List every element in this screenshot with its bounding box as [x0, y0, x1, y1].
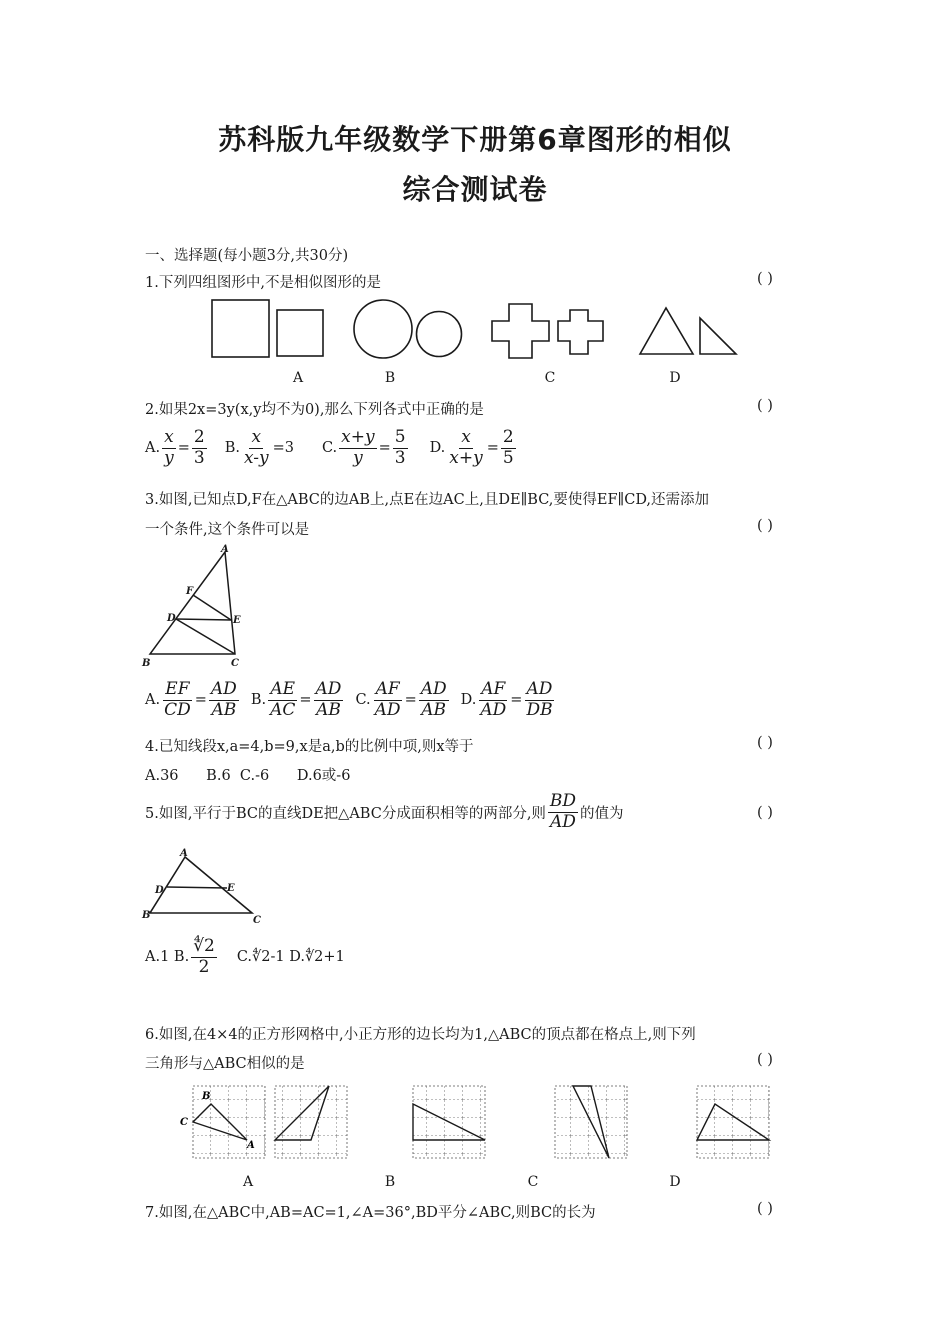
- question-2-text: 2.如果2x=3y(x,y均不为0),那么下列各式中正确的是: [145, 402, 484, 418]
- q2-c-rden: 3: [394, 447, 406, 468]
- q3-b-eq: =: [299, 692, 312, 709]
- q2-options: [145, 428, 518, 468]
- q3-d1-den: AD: [480, 699, 507, 720]
- q2-a-rnum: 2: [193, 427, 205, 447]
- q5-option-a-b-prefix: A.1 B.: [145, 949, 190, 966]
- q2-a-eq: =: [177, 440, 190, 457]
- q2-d-frac-left: [447, 428, 484, 468]
- q2-option-b-prefix: B.: [224, 440, 240, 457]
- q2-c-eq: =: [378, 440, 391, 457]
- q3-option-d-prefix: D.: [460, 692, 477, 709]
- q2-option-c-prefix: C.: [321, 440, 338, 457]
- q2-d-frac-right: [501, 428, 516, 468]
- q5-options: [145, 937, 345, 977]
- answer-paren-7: ( ): [757, 1201, 773, 1217]
- q2-d-rden: 5: [502, 447, 514, 468]
- q2-b-den: x-y: [243, 447, 269, 468]
- q2-d-eq: =: [486, 440, 499, 457]
- q2-option-a-prefix: A.: [145, 440, 161, 457]
- document-title: 苏科版九年级数学下册第6章图形的相似: [218, 123, 732, 156]
- section-heading: 一、选择题(每小题3分,共30分): [145, 248, 349, 264]
- q2-c-num: x+y: [341, 427, 375, 447]
- q3-point-b: B: [142, 658, 151, 669]
- q3-point-f: F: [186, 586, 194, 597]
- q2-c-den: y: [353, 447, 363, 468]
- question-5-figure: [140, 845, 270, 927]
- q5-text-pre: 5.如图,平行于BC的直线DE把△ABC分成面积相等的两部分,则: [145, 805, 546, 822]
- question-3-line1: 3.如图,已知点D,F在△ABC的边AB上,点E在边AC上,且DE∥BC,要使得EF∥CD,还需添加: [145, 492, 710, 508]
- q5-b-den: 2: [198, 956, 210, 977]
- answer-paren-3: ( ): [757, 518, 773, 534]
- q1-large-circle: [354, 300, 412, 358]
- q1-triangle-equilateral: [640, 308, 693, 354]
- q5-frac-den: AD: [550, 811, 576, 832]
- q5-point-e: E: [227, 883, 235, 894]
- q5-frac-num: BD: [549, 791, 577, 811]
- document-subtitle: 综合测试卷: [402, 173, 548, 206]
- q1-small-circle: [417, 312, 462, 357]
- q3-b-frac-right: [314, 680, 344, 720]
- q5-point-d: D: [155, 885, 164, 896]
- q4-options: A.36 B.6 C.-6 D.6或-6: [145, 768, 351, 784]
- q3-point-c: C: [231, 658, 239, 669]
- q3-a-eq: =: [194, 692, 207, 709]
- q1-label-b: B: [384, 370, 396, 386]
- q6-point-b: B: [202, 1091, 211, 1102]
- q6-grid-d: [697, 1086, 769, 1158]
- q3-a1-num: EF: [165, 679, 190, 699]
- q5-point-c: C: [253, 915, 261, 926]
- q6-label-b: B: [384, 1174, 396, 1190]
- q3-c1-den: AD: [374, 699, 401, 720]
- answer-paren-6: ( ): [757, 1052, 773, 1068]
- q3-triangle-abc: [150, 552, 235, 654]
- q2-a-frac-right: [192, 428, 207, 468]
- q3-option-c-prefix: C.: [355, 692, 371, 709]
- q3-c-frac-left: [373, 680, 403, 720]
- q3-point-d: D: [167, 613, 176, 624]
- q3-c-frac-right: [419, 680, 449, 720]
- q2-a-rden: 3: [193, 447, 205, 468]
- q6-label-a: A: [242, 1174, 254, 1190]
- q1-small-square: [277, 310, 323, 356]
- q3-c1-num: AF: [375, 679, 400, 699]
- question-3-line2: 一个条件,这个条件可以是: [145, 522, 310, 538]
- q6-label-c: C: [527, 1174, 539, 1190]
- q5-text-post: 的值为: [580, 805, 624, 822]
- q3-b1-num: AE: [270, 679, 296, 699]
- q2-a-den: y: [164, 447, 174, 468]
- q3-point-a: A: [221, 544, 229, 555]
- q5-point-b: B: [142, 910, 151, 921]
- q3-line-fe: [193, 595, 231, 620]
- q3-a2-num: AD: [210, 679, 237, 699]
- q1-large-cross: [492, 304, 549, 358]
- q3-a-frac-right: [209, 680, 239, 720]
- q1-small-cross: [558, 310, 603, 354]
- q2-b-frac: [242, 428, 271, 468]
- question-6-line1: 6.如图,在4×4的正方形网格中,小正方形的边长均为1,△ABC的顶点都在格点上,则下列: [145, 1027, 696, 1043]
- question-1-figures: [200, 292, 760, 367]
- answer-paren-5: ( ): [757, 805, 773, 821]
- q2-a-frac-left: [162, 428, 176, 468]
- q3-d2-num: AD: [526, 679, 553, 699]
- q2-d-num: x: [461, 427, 471, 447]
- q3-c2-den: AB: [421, 699, 447, 720]
- question-3-figure: [140, 542, 250, 670]
- answer-paren-2: ( ): [757, 398, 773, 414]
- question-7-text: 7.如图,在△ABC中,AB=AC=1,∠A=36°,BD平分∠ABC,则BC的长为: [145, 1205, 596, 1221]
- q3-options: [145, 680, 557, 720]
- q3-b2-den: AB: [316, 699, 341, 720]
- q2-d-rnum: 2: [502, 427, 514, 447]
- q3-a1-den: CD: [164, 699, 191, 720]
- q3-point-e: E: [233, 615, 241, 626]
- q2-c-frac-left: [339, 428, 376, 468]
- q6-grid-a: [275, 1086, 347, 1158]
- q5-b-num: ∜2: [193, 936, 215, 956]
- q2-a-num: x: [164, 427, 174, 447]
- q3-line-dc: [176, 619, 235, 654]
- question-6-line2: 三角形与△ABC相似的是: [145, 1056, 305, 1072]
- q3-line-de: [176, 619, 231, 620]
- q3-c2-num: AD: [420, 679, 447, 699]
- q1-label-a: A: [292, 370, 304, 386]
- q5-line-de: [167, 887, 227, 888]
- q3-option-a-prefix: A.: [145, 692, 161, 709]
- q1-large-square: [212, 300, 269, 357]
- q1-triangle-right: [700, 318, 736, 354]
- q5-point-a: A: [180, 848, 188, 859]
- q3-a-frac-left: [162, 680, 193, 720]
- question-6-figures: [175, 1082, 785, 1164]
- q6-point-c: C: [180, 1117, 188, 1128]
- answer-paren-1: ( ): [757, 271, 773, 287]
- q2-d-den: x+y: [449, 447, 483, 468]
- q3-c-eq: =: [404, 692, 417, 709]
- answer-paren-4: ( ): [757, 735, 773, 751]
- question-5-text: [145, 792, 624, 832]
- q2-c-frac-right: [393, 428, 408, 468]
- q3-d-eq: =: [510, 692, 523, 709]
- q2-b-eq: =3: [272, 440, 294, 457]
- q3-d-frac-left: [478, 680, 508, 720]
- q5-frac: [548, 792, 578, 832]
- q6-point-a: A: [247, 1140, 255, 1151]
- q1-label-d: D: [669, 370, 681, 386]
- question-4-text: 4.已知线段x,a=4,b=9,x是a,b的比例中项,则x等于: [145, 739, 474, 755]
- q3-b2-num: AD: [315, 679, 342, 699]
- q2-c-rnum: 5: [394, 427, 406, 447]
- q2-b-num: x: [251, 427, 262, 447]
- q5-option-c-d: C.∜2-1 D.∜2+1: [236, 949, 345, 966]
- q3-d-frac-right: [524, 680, 554, 720]
- q3-d2-den: DB: [526, 699, 553, 720]
- q5-triangle-abc: [150, 857, 252, 913]
- question-1-text: 1.下列四组图形中,不是相似图形的是: [145, 275, 381, 291]
- q3-a2-den: AB: [211, 699, 237, 720]
- q3-d1-num: AF: [481, 679, 506, 699]
- q5-b-frac: [191, 937, 217, 977]
- q6-label-d: D: [669, 1174, 681, 1190]
- q3-option-b-prefix: B.: [250, 692, 267, 709]
- q2-option-d-prefix: D.: [429, 440, 446, 457]
- q3-b1-den: AC: [270, 699, 296, 720]
- q1-label-c: C: [544, 370, 556, 386]
- q3-b-frac-left: [268, 680, 297, 720]
